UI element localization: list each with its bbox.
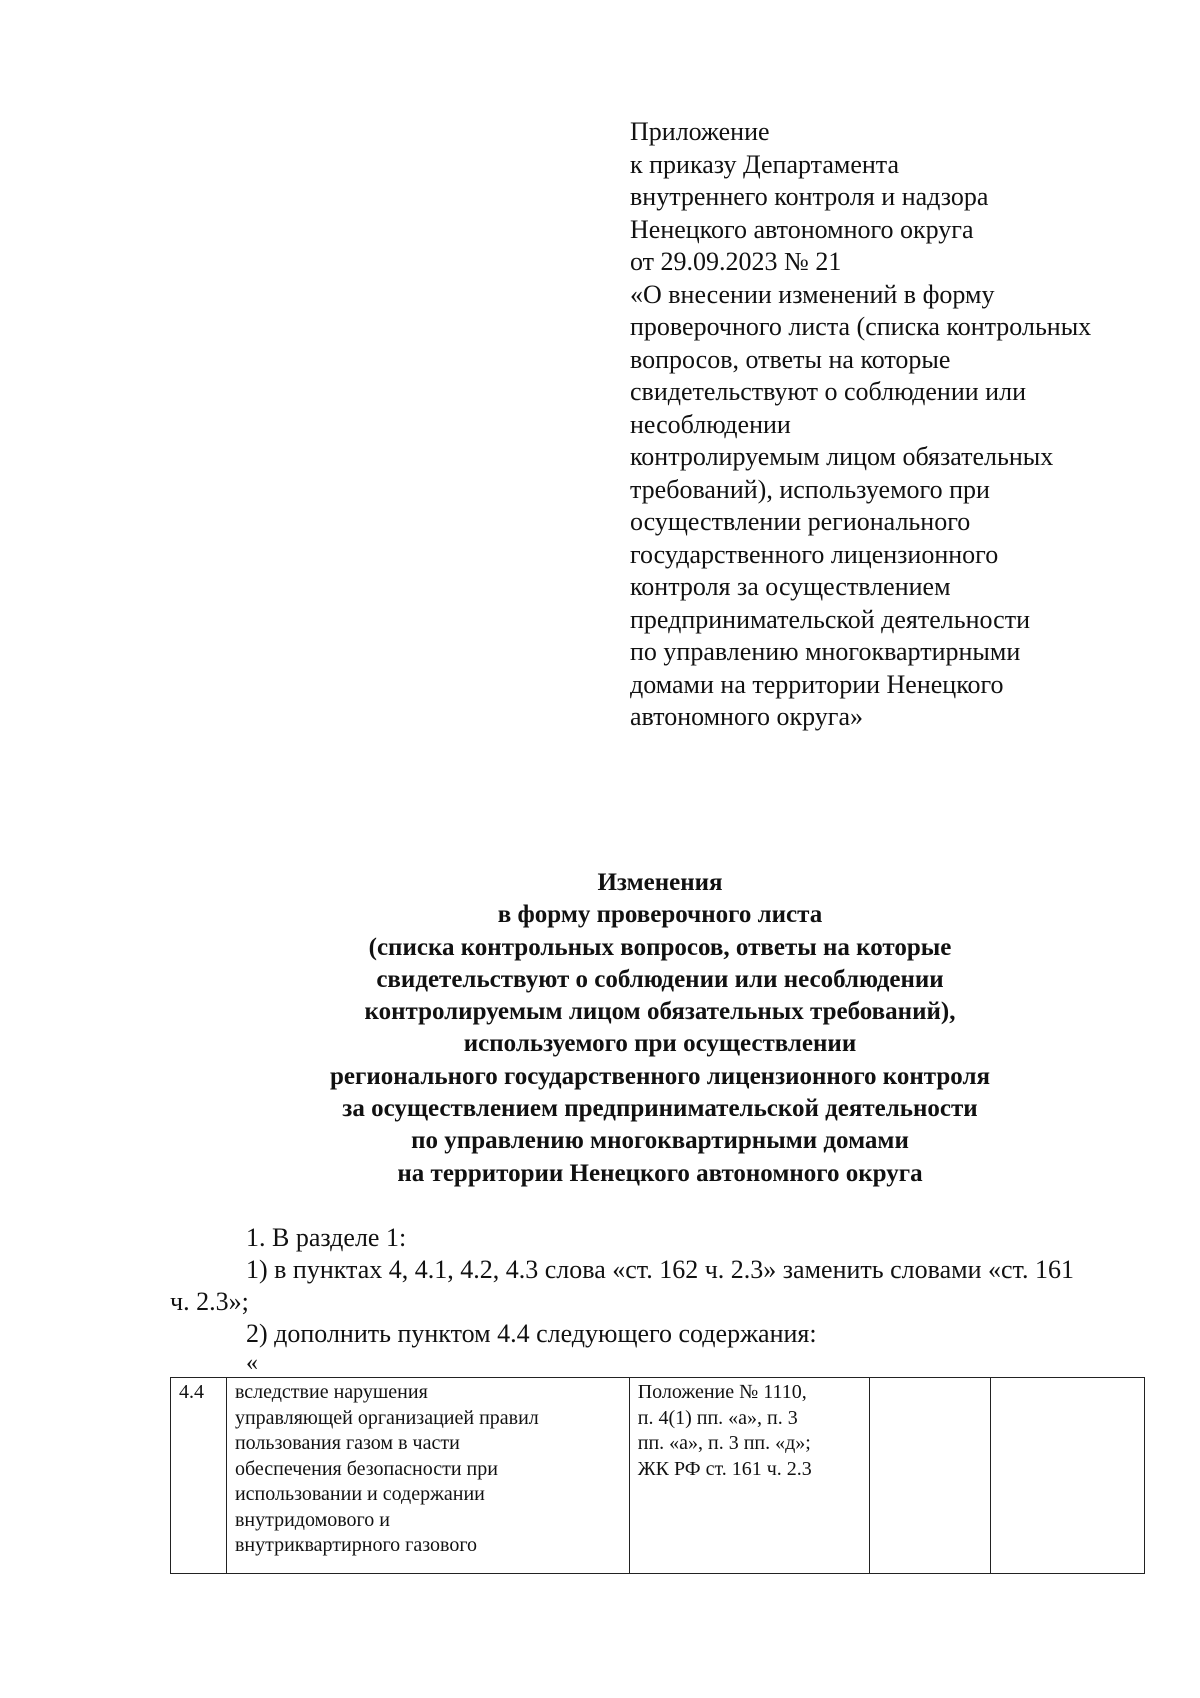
appendix-line: Ненецкого автономного округа <box>630 214 974 244</box>
appendix-line: требований), используемого при <box>630 474 990 504</box>
document-title <box>150 867 1170 1190</box>
appendix-line: предпринимательской деятельности <box>630 604 1030 634</box>
appendix-line: государственного лицензионного <box>630 539 999 569</box>
title-line: регионального государственного лицензионного контроля <box>329 1062 990 1090</box>
appendix-line: к приказу Департамента <box>630 149 900 179</box>
appendix-line: несоблюдении <box>630 409 791 439</box>
appendix-line: свидетельствуют о соблюдении или <box>630 377 1026 406</box>
appendix-line: внутреннего контроля и надзора <box>630 182 989 211</box>
question-line: пользования газом в части <box>234 1432 460 1454</box>
question-line: управляющей организацией правил <box>234 1406 539 1429</box>
appendix-line: домами на территории Ненецкого <box>630 669 1004 699</box>
document-body <box>170 1222 1150 1350</box>
title-line: на территории Ненецкого автономного округа <box>397 1159 923 1187</box>
reference-line: пп. «а», п. 3 пп. «д»; <box>637 1432 811 1454</box>
empty-answer-cell <box>869 1378 991 1574</box>
appendix-header <box>630 116 1170 734</box>
appendix-line: автономного округа» <box>630 702 863 731</box>
inserted-checklist-table <box>170 1377 1145 1574</box>
reference-line: Положение № 1110, <box>637 1381 807 1403</box>
title-line: (списка контрольных вопросов, ответы на которые <box>368 933 952 961</box>
question-line: внутридомового и <box>234 1508 390 1531</box>
empty-note-cell <box>991 1378 1145 1574</box>
table-row <box>171 1378 1145 1574</box>
appendix-line: проверочного листа (списка контрольных <box>630 312 1092 341</box>
section-heading: 1. В разделе 1: <box>246 1223 407 1252</box>
appendix-line: от 29.09.2023 № 21 <box>630 247 842 276</box>
amendment-item-1-continuation: ч. 2.3»; <box>170 1287 249 1316</box>
title-line: используемого при осуществлении <box>463 1030 857 1058</box>
title-line: контролируемым лицом обязательных требований), <box>364 998 956 1026</box>
title-line: свидетельствуют о соблюдении или несоблюдении <box>376 965 944 993</box>
opening-quote: « <box>246 1350 258 1376</box>
title-line: Изменения <box>597 869 723 896</box>
title-line: по управлению многоквартирными домами <box>411 1127 909 1155</box>
appendix-line: «О внесении изменений в форму <box>630 279 995 309</box>
item-number: 4.4 <box>179 1381 204 1403</box>
question-line: использовании и содержании <box>234 1483 485 1505</box>
title-line: в форму проверочного листа <box>497 901 823 929</box>
appendix-line: осуществлении регионального <box>630 507 971 536</box>
question-cell <box>226 1378 629 1574</box>
appendix-line: контролируемым лицом обязательных <box>630 442 1054 471</box>
amendment-item-2: 2) дополнить пунктом 4.4 следующего содержания: <box>246 1319 817 1348</box>
amendment-item-1: 1) в пунктах 4, 4.1, 4.2, 4.3 слова «ст. 162 ч. 2.3» заменить словами «ст. 161 <box>246 1255 1074 1284</box>
reference-line: п. 4(1) пп. «а», п. 3 <box>637 1406 798 1429</box>
question-line: вследствие нарушения <box>234 1381 428 1403</box>
appendix-line: по управлению многоквартирными <box>630 637 1021 666</box>
appendix-line: контроля за осуществлением <box>630 572 951 601</box>
appendix-line: Приложение <box>630 117 770 146</box>
legal-reference-cell <box>629 1378 869 1574</box>
item-number-cell <box>171 1378 227 1574</box>
question-line: внутриквартирного газового <box>234 1534 478 1556</box>
appendix-line: вопросов, ответы на которые <box>630 344 951 374</box>
reference-line: ЖК РФ ст. 161 ч. 2.3 <box>637 1457 812 1480</box>
question-line: обеспечения безопасности при <box>234 1457 498 1480</box>
title-line: за осуществлением предпринимательской деятельности <box>342 1095 978 1123</box>
